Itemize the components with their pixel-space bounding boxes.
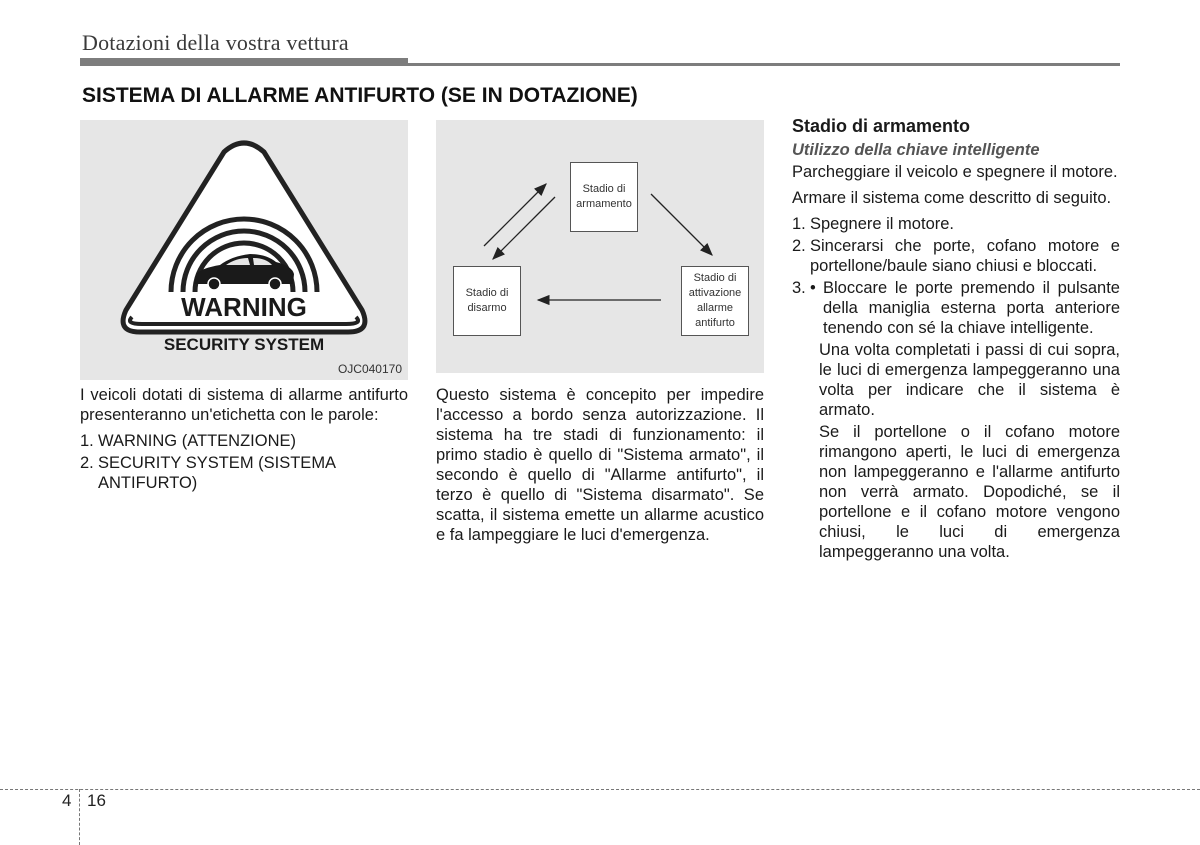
arrow-to-attivazione [651,194,712,255]
list-text: Bloccare le porte premendo il pulsante della maniglia esterna porta anteriore tenendo con sé la chiave intelligente. [823,279,1120,337]
stage-box-attivazione: Stadio di attivazione allarme antifurto [681,266,749,336]
warning-text: WARNING [181,292,307,322]
footer-divider [79,789,80,845]
list-text: Spegnere il motore. [810,215,954,233]
list-item [792,236,1120,276]
list-text: SECURITY SYSTEM (SISTEMA ANTIFURTO) [98,454,336,492]
bullet-icon: • [810,279,816,297]
column-1 [80,385,408,495]
list-text: Sincerarsi che porte, cofano motore e portellone/baule siano chiusi e bloccati. [810,237,1120,275]
stage-diagram-figure [436,120,764,373]
list-item [792,214,1120,234]
list-number: 3. [792,279,806,297]
description-paragraph: Questo sistema è concepito per impedire l'accesso a bordo senza autorizzazione. Il sistema ha tre stadi di funzionamento: il primo stadio è quello di "Sistema armato", il secondo è quello di "Allarme antifurto", il terzo è quello di "Sistema disarmato". Se scatta, il sistema emette un allarme acustico e fa lampeggiare le luci d'emergenza. [436,386,764,544]
warning-triangle-icon [80,120,408,380]
list-number: 2. [80,454,94,472]
paragraph: Parcheggiare il veicolo e spegnere il motore. [792,163,1118,181]
header-rule [80,63,1120,66]
list-number: 2. [792,237,806,255]
list-item [792,278,1120,338]
list-number: 1. [792,215,806,233]
intro-paragraph: I veicoli dotati di sistema di allarme antifurto presenteranno un'etichetta con le parole: [80,386,408,424]
footer-rule [0,789,1200,790]
subsection-subheading: Utilizzo della chiave intelligente [792,141,1040,159]
figure-code: OJC040170 [337,362,402,376]
list-text: WARNING (ATTENZIONE) [98,432,296,450]
subsection-heading: Stadio di armamento [792,116,971,136]
page-header-title: Dotazioni della vostra vettura [82,30,349,55]
list-number: 1. [80,432,94,450]
chapter-number: 4 [62,791,72,810]
page-number: 16 [87,791,106,810]
warning-label-figure [80,120,408,380]
column-2 [436,385,764,551]
indented-paragraph: Se il portellone o il cofano motore rimangono aperti, le luci di emergenza non lampeggeranno e l'allarme antifurto non verrà armato. Dopodiché, se il portellone e il cofano motore vengono chiusi, le luci di emergenza lampeggeranno una volta. [819,423,1120,561]
paragraph: Armare il sistema come descritto di seguito. [792,189,1112,207]
list-item [80,453,408,493]
stage-box-disarmo: Stadio di disarmo [453,266,521,336]
security-system-text: SECURITY SYSTEM [163,335,325,354]
stage-box-armamento: Stadio di armamento [570,162,638,232]
column-3 [792,116,1120,564]
indented-paragraph: Una volta completati i passi di cui sopra, le luci di emergenza lampeggeranno una volta per indicare che il sistema è armato. [819,341,1120,419]
list-item [80,431,408,451]
section-title: SISTEMA DI ALLARME ANTIFURTO (SE IN DOTAZIONE) [82,84,638,107]
